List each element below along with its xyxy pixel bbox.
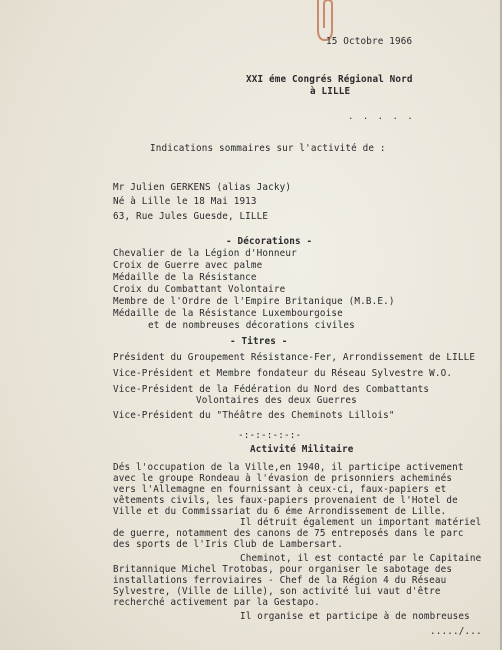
decorations-heading: - Décorations - xyxy=(226,236,313,247)
person-name: Mr Julien GERKENS (alias Jacky) xyxy=(113,182,292,193)
activite-line: des sports de l'Iris Club de Lambersart. xyxy=(113,539,343,550)
titre-item: Vice-Président du "Théâtre des Cheminots Lillois" xyxy=(113,410,395,421)
congress-location: à LILLE xyxy=(310,86,351,97)
decorations-note: et de nombreuses décorations civiles xyxy=(148,320,355,331)
titres-heading: - Titres - xyxy=(230,336,288,347)
continuation-mark: ...../... xyxy=(430,626,482,637)
activite-line: vêtements civils, les faux-papiers provenaient de l'Hotel de xyxy=(113,495,458,506)
titre-item-continued: Volontaires des deux Guerres xyxy=(196,395,357,406)
titre-item: Vice-Président de la Fédération du Nord des Combattants xyxy=(113,384,430,395)
activite-heading: Activité Militaire xyxy=(250,444,354,455)
person-address: 63, Rue Jules Guesde, LILLE xyxy=(113,211,269,222)
activite-line: installations ferroviaires - Chef de la Région 4 du Réseau xyxy=(113,575,447,586)
header-dots: . . . . . xyxy=(348,112,415,122)
activite-line: Ville et du Commissariat du 6 éme Arrondissement de Lille. xyxy=(113,506,447,517)
intro-text: Indications sommaires sur l'activité de : xyxy=(150,143,386,154)
congress-title: XXI éme Congrés Régional Nord xyxy=(246,74,413,85)
decoration-item: Croix du Combattant Volontaire xyxy=(113,284,286,295)
activite-line: Il détruit également un important matériel xyxy=(240,517,482,528)
decoration-item: Croix de Guerre avec palme xyxy=(113,260,263,271)
activite-line: Britannique Michel Trotobas, pour organiser le sabotage des xyxy=(113,564,453,575)
activite-line: Dés l'occupation de la Ville,en 1940, il participe activement xyxy=(113,462,464,473)
decoration-item: Médaille de la Résistance xyxy=(113,272,257,283)
activite-line: de guerre, notamment des canons de 75 entreposés dans le parc xyxy=(113,528,464,539)
activite-line: Cheminot, il est contacté par le Capitaine xyxy=(240,553,482,564)
section-separator: -:-:-:-:-:- xyxy=(238,430,302,441)
activite-line: vers l'Allemagne en fournissant à ceux-ci, faux-papiers et xyxy=(113,484,447,495)
person-birth: Né à Lille le 18 Mai 1913 xyxy=(113,196,257,207)
titre-item: Président du Groupement Résistance-Fer, Arrondissement de LILLE xyxy=(113,352,476,363)
titre-item: Vice-Président et Membre fondateur du Réseau Sylvestre W.O. xyxy=(113,368,453,379)
activite-line: Il organise et participe à de nombreuses xyxy=(240,611,470,622)
decoration-item: Membre de l'Ordre de l'Empire Britanique (M.B.E.) xyxy=(113,296,395,307)
activite-line: recherché activement par la Gestapo. xyxy=(113,597,320,608)
activite-line: Sylvestre, (Ville de Lille), son activité lui vaut d'être xyxy=(113,586,441,597)
document-date: 15 Octobre 1966 xyxy=(326,36,413,47)
activite-line: avec le groupe Rondeau à l'évasion de prisonniers acheminés xyxy=(113,473,453,484)
decoration-item: Chevalier de la Légion d'Honneur xyxy=(113,248,297,259)
decoration-item: Médaille de la Résistance Luxembourgoise xyxy=(113,308,343,319)
